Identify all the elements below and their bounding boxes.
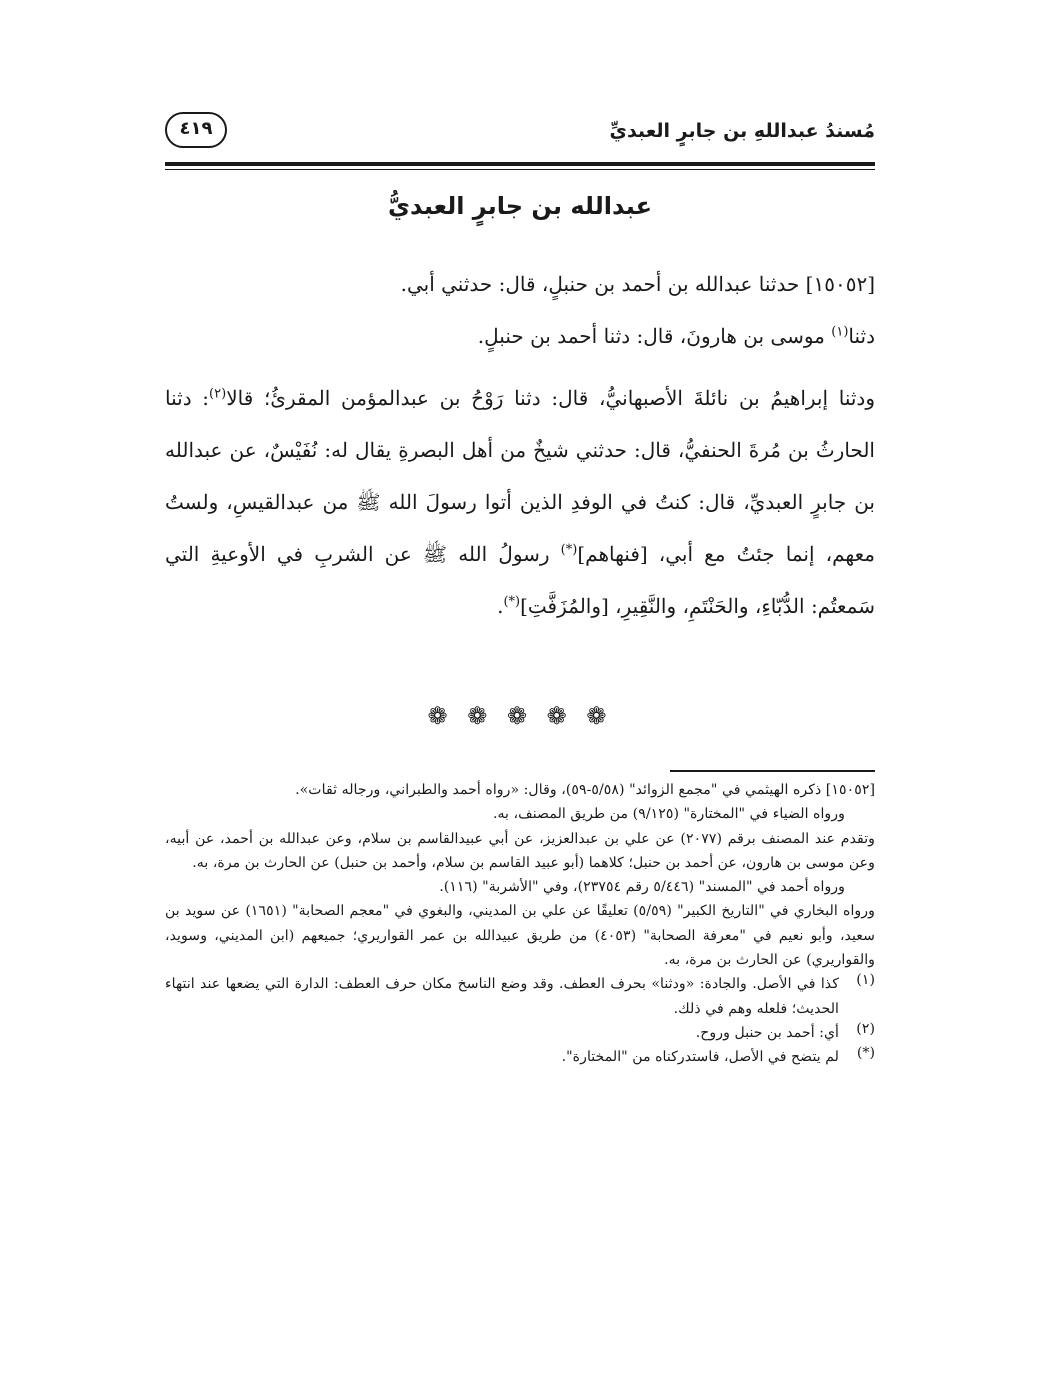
hadith-text [165,258,875,632]
footnote-star [165,1045,875,1069]
running-title: مُسندُ عبداللهِ بن جابرٍ العبديِّ [609,120,875,142]
page [165,108,875,1348]
takhrij-1: [١٥٠٥٢] ذكره الهيثمي في "مجمع الزوائد" (٥/٥٨-٥٩)، وقال: «رواه أحمد والطبراني، ورجاله ثقات». [295,782,875,798]
footnote-1 [165,972,875,1021]
footnote-1-text: كذا في الأصل. والجادة: «ودثنا» بحرف العطف. وقد وضع الناسخ مكان حرف العطف: الدارة التي يضعها عند انتهاء الحديث؛ فلعله وهم في ذلك. [165,976,839,1017]
footnote-2 [165,1021,875,1045]
footnotes [165,778,875,1070]
isnad-line-2 [165,310,875,362]
footnote-ref-star-1: (*) [560,542,578,558]
chapter-title: عبدالله بن جابرٍ العبديُّ [387,192,652,220]
footnote-ref-star-2: (*) [503,594,521,610]
footnote-star-mark: (*) [856,1045,875,1062]
page-number: ٤١٩ [165,112,227,148]
footnote-ref-1: (١) [831,324,849,340]
takhrij-3: وتقدم عند المصنف برقم (٢٠٧٧) عن علي بن عبدالعزيز، عن أبي عبيدالقاسم بن سلام، وعن عبدالله بن أحمد، عن أبيه، وعن موسى بن هارون، عن أحمد بن حنبل؛ كلاهما (أبو عبيد القاسم بن سلام، وأحمد بن حنبل) عن الحارث بن مرة، به. [165,830,876,871]
takhrij-4: ورواه أحمد في "المسند" (٥/٤٤٦ رقم ٢٣٧٥٤)، وفي "الأشربة" (١١٦). [439,879,845,896]
header-rule-thick [165,162,875,166]
header-rule-thin [165,169,875,170]
footnote-ref-2: (٢) [209,386,227,402]
hadith-paragraph-part-b: : دثنا الحارثُ بن مُرةَ الحنفيُّ، قال: حدثني شيخٌ من أهل البصرةِ يقال له: نُفَيْسٌ، عن عبدالله بن جابرٍ العبديِّ، قال: كنتُ في الوفدِ الذين أتوا رسولَ الله ﷺ من عبدالقيسِ، ولستُ معهم، إنما جئتُ مع أبي، [فنهاهم] [165,386,875,566]
hadith-paragraph-part-a: ودثنا إبراهيمُ بن نائلةَ الأصبهانيُّ، قال: دثنا رَوْحُ بن عبدالمؤمن المقرئُ؛ قالا [226,386,875,410]
page-header [165,108,875,160]
footnote-star-text: لم يتضح في الأصل، فاستدركناه من "المختارة". [561,1049,839,1066]
footnote-2-text: أي: أحمد بن حنبل وروح. [695,1024,839,1041]
footnote-separator [670,770,875,772]
isnad-line-1: [١٥٠٥٢] حدثنا عبدالله بن أحمد بن حنبلٍ، قال: حدثني أبي. [400,272,875,296]
footnote-1-mark: (١) [856,972,875,989]
footnote-2-mark: (٢) [856,1020,875,1037]
isnad-line-2-start: دثنا [848,324,875,348]
hadith-paragraph [165,372,875,632]
takhrij-5: ورواه البخاري في "التاريخ الكبير" (٥/٥٩) تعليقًا عن علي بن المديني، والبغوي في "معجم الصحابة" (١٦٥١) عن سويد بن سعيد، وأبو نعيم في "معرفة الصحابة" (٤٠٥٣) من طريق عبيدالله بن عمر القواريري؛ جميعهم (ابن المديني، وسويد، والقواريري) عن الحارث بن مرة، به. [165,903,875,969]
isnad-line-2-end: موسى بن هارونَ، قال: دثنا أحمد بن حنبلٍ. [477,324,832,348]
hadith-paragraph-part-d: . [497,594,504,618]
takhrij-2: ورواه الضياء في "المختارة" (٩/١٢٥) من طريق المصنف، به. [492,806,845,823]
hadith-paragraph-part-c: رسولُ الله ﷺ عن الشربِ في الأوعيةِ التي سَمعتُم: الدُّبّاءِ، والحَنْتَمِ، والنَّقِيرِ، [والمُزَفَّتِ] [165,542,875,618]
section-end-ornaments: ❁ ❁ ❁ ❁ ❁ [427,702,613,730]
